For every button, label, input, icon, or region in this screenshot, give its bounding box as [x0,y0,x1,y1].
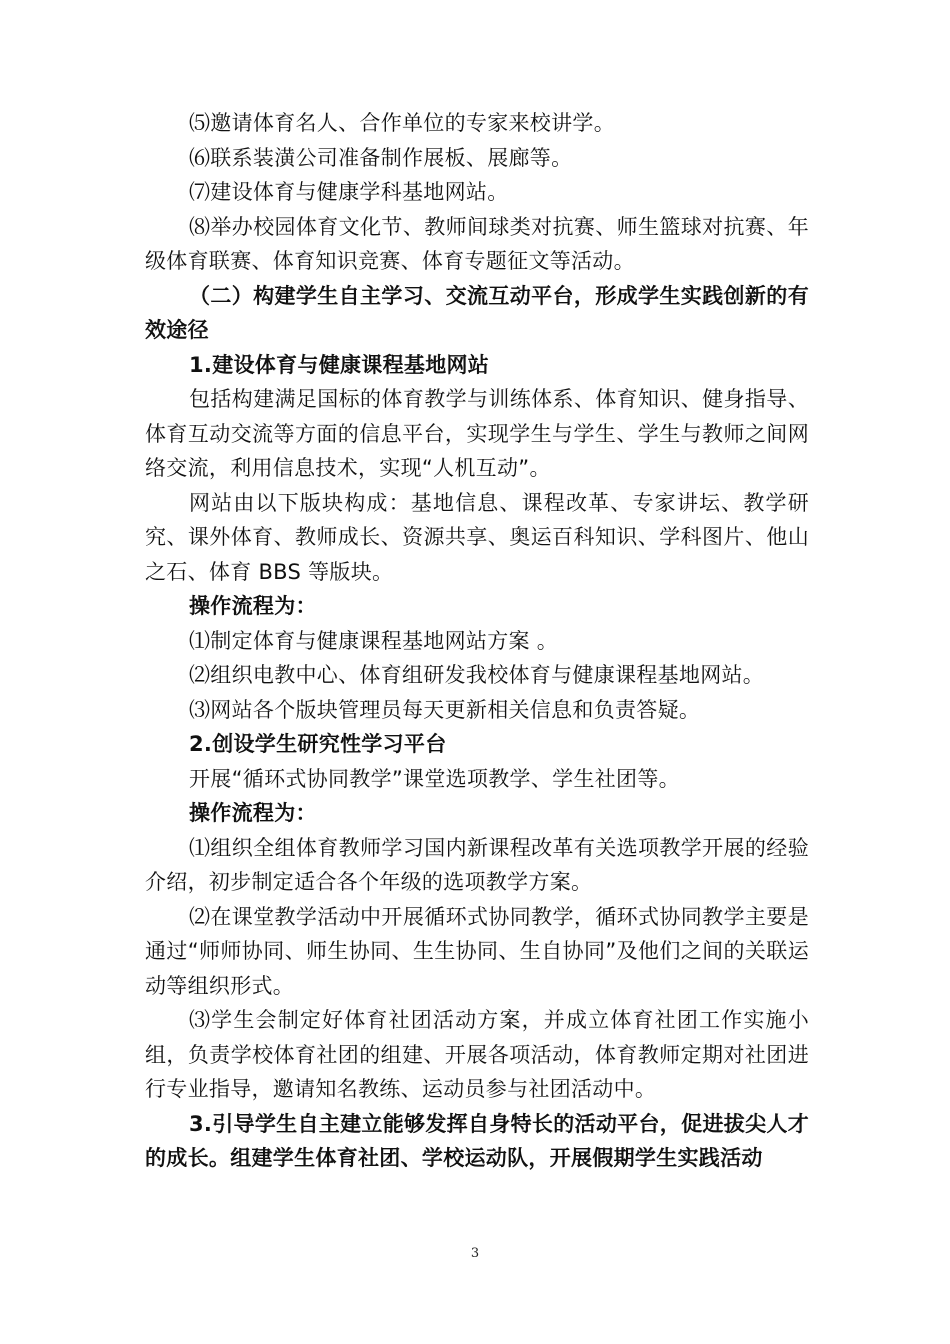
process-heading: 操作流程为： [189,594,317,618]
list-item: ⑻举办校园体育文化节、教师间球类对抗赛、师生篮球对抗赛、年级体育联赛、体育知识竞赛、体育专题征文等活动。 [145,214,809,273]
list-item: ⑸邀请体育名人、合作单位的专家来校讲学。 [189,111,615,135]
process-heading: 操作流程为： [189,801,317,825]
list-item: ⑶网站各个版块管理员每天更新相关信息和负责答疑。 [189,697,701,722]
list-item: ⑺建设体育与健康学科基地网站。 [189,180,509,204]
body-paragraph: 开展“循环式协同教学”课堂选项教学、学生社团等。 [189,766,680,791]
subsection-heading: 3.引导学生自主建立能够发挥自身特长的活动平台，促进拔尖人才的成长。组建学生体育社团、学校运动队，开展假期学生实践活动 [145,1111,809,1170]
list-item: ⑵组织电教中心、体育组研发我校体育与健康课程基地网站。 [189,663,765,687]
subsection-heading: 1.建设体育与健康课程基地网站 [189,352,490,377]
body-paragraph: 包括构建满足国标的体育教学与训练体系、体育知识、健身指导、体育互动交流等方面的信息平台，实现学生与学生、学生与教师之间网络交流，利用信息技术，实现“人机互动”。 [145,387,809,480]
page-number: 3 [470,1246,480,1261]
list-item: ⑴组织全组体育教师学习国内新课程改革有关选项教学开展的经验介绍，初步制定适合各个年级的选项教学方案。 [145,835,809,894]
subsection-heading: 2.创设学生研究性学习平台 [189,732,447,756]
body-paragraph: 网站由以下版块构成：基地信息、课程改革、专家讲坛、教学研究、课外体育、教师成长、资源共享、奥运百科知识、学科图片、他山之石、体育 BBS 等版块。 [145,490,809,584]
section-heading: （二）构建学生自主学习、交流互动平台，形成学生实践创新的有效途径 [145,283,809,342]
list-item: ⑵在课堂教学活动中开展循环式协同教学，循环式协同教学主要是通过“师师协同、师生协同、生生协同、生自协同”及他们之间的关联运动等组织形式。 [145,904,809,998]
list-item: ⑶学生会制定好体育社团活动方案，并成立体育社团工作实施小组，负责学校体育社团的组建、开展各项活动，体育教师定期对社团进行专业指导，邀请知名教练、运动员参与社团活动中。 [145,1008,809,1101]
list-item: ⑴制定体育与健康课程基地网站方案 。 [189,628,559,653]
document-body [145,106,809,1176]
list-item: ⑹联系装潢公司准备制作展板、展廊等。 [189,145,573,170]
